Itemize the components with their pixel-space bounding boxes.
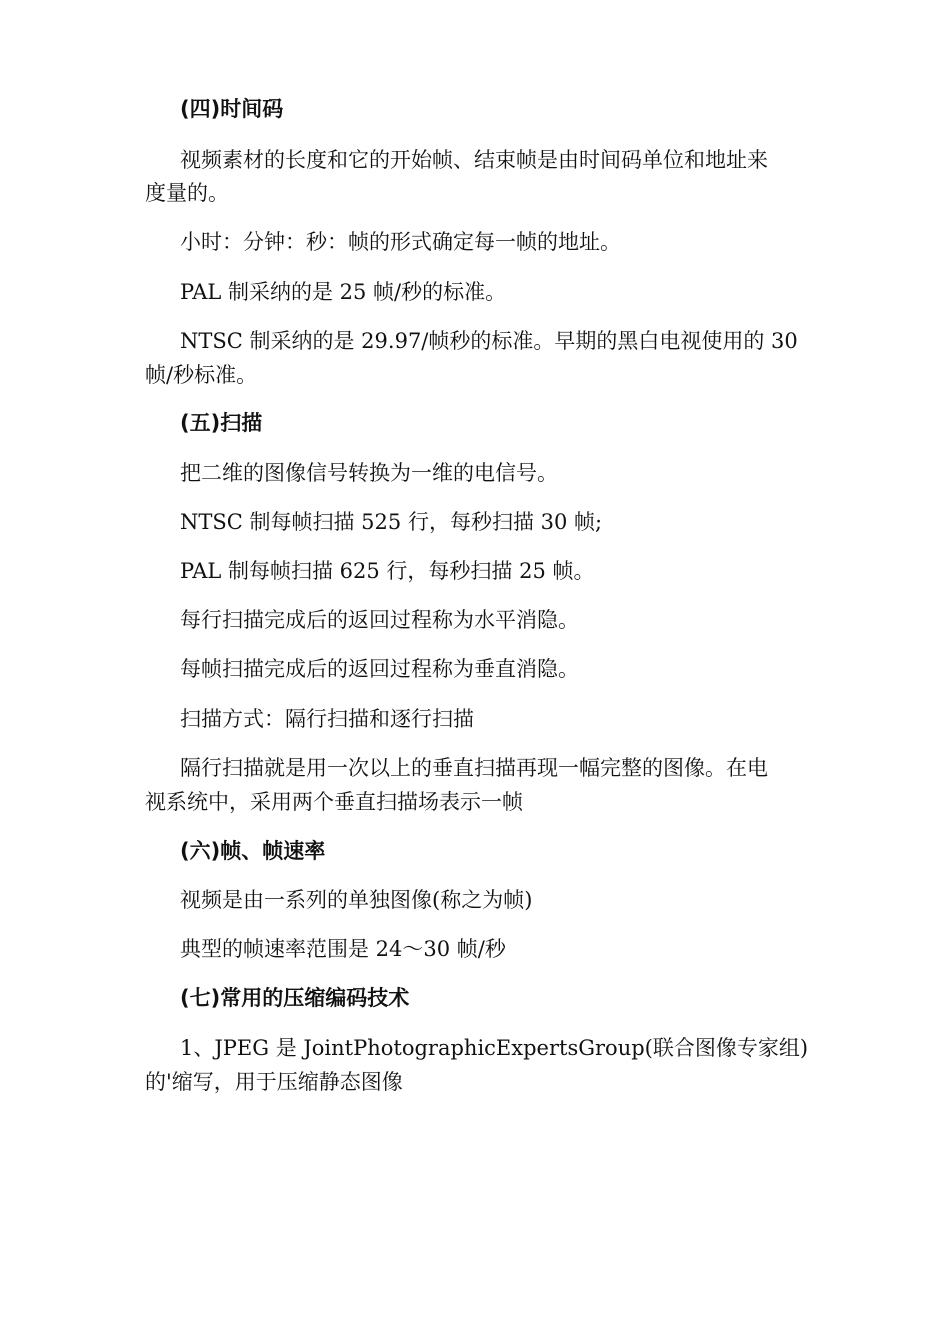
paragraph-line: 小时：分钟：秒：帧的形式确定每一帧的地址。: [180, 230, 621, 254]
paragraph-line: 1、JPEG 是 JointPhotographicExpertsGroup(联合图像专家组): [180, 1036, 809, 1060]
paragraph-line: 隔行扫描就是用一次以上的垂直扫描再现一幅完整的图像。在电: [180, 756, 768, 780]
paragraph-line: 每行扫描完成后的返回过程称为水平消隐。: [180, 608, 579, 632]
paragraph-line: 视频素材的长度和它的开始帧、结束帧是由时间码单位和地址来: [180, 148, 768, 172]
paragraph-line: PAL 制每帧扫描 625 行，每秒扫描 25 帧。: [180, 559, 595, 583]
section-heading-frame-rate: (六)帧、帧速率: [180, 839, 326, 863]
paragraph-line: 扫描方式：隔行扫描和逐行扫描: [180, 707, 474, 731]
paragraph-line: 视频是由一系列的单独图像(称之为帧): [180, 888, 533, 912]
paragraph-line: NTSC 制每帧扫描 525 行，每秒扫描 30 帧;: [180, 510, 603, 534]
paragraph-line: 每帧扫描完成后的返回过程称为垂直消隐。: [180, 657, 579, 681]
paragraph-line: 典型的帧速率范围是 24～30 帧/秒: [180, 937, 506, 961]
section-heading-compression: (七)常用的压缩编码技术: [180, 986, 410, 1010]
paragraph-line: 度量的。: [145, 181, 229, 205]
paragraph-line: NTSC 制采纳的是 29.97/帧秒的标准。早期的黑白电视使用的 30: [180, 329, 798, 353]
paragraph-line: 视系统中，采用两个垂直扫描场表示一帧: [145, 790, 523, 814]
paragraph-line: 把二维的图像信号转换为一维的电信号。: [180, 461, 558, 485]
section-heading-scanning: (五)扫描: [180, 411, 263, 435]
paragraph-line: 帧/秒标准。: [145, 363, 258, 387]
paragraph-line: 的'缩写，用于压缩静态图像: [145, 1070, 403, 1094]
paragraph-line: PAL 制采纳的是 25 帧/秒的标准。: [180, 280, 507, 304]
section-heading-timecode: (四)时间码: [180, 97, 284, 121]
